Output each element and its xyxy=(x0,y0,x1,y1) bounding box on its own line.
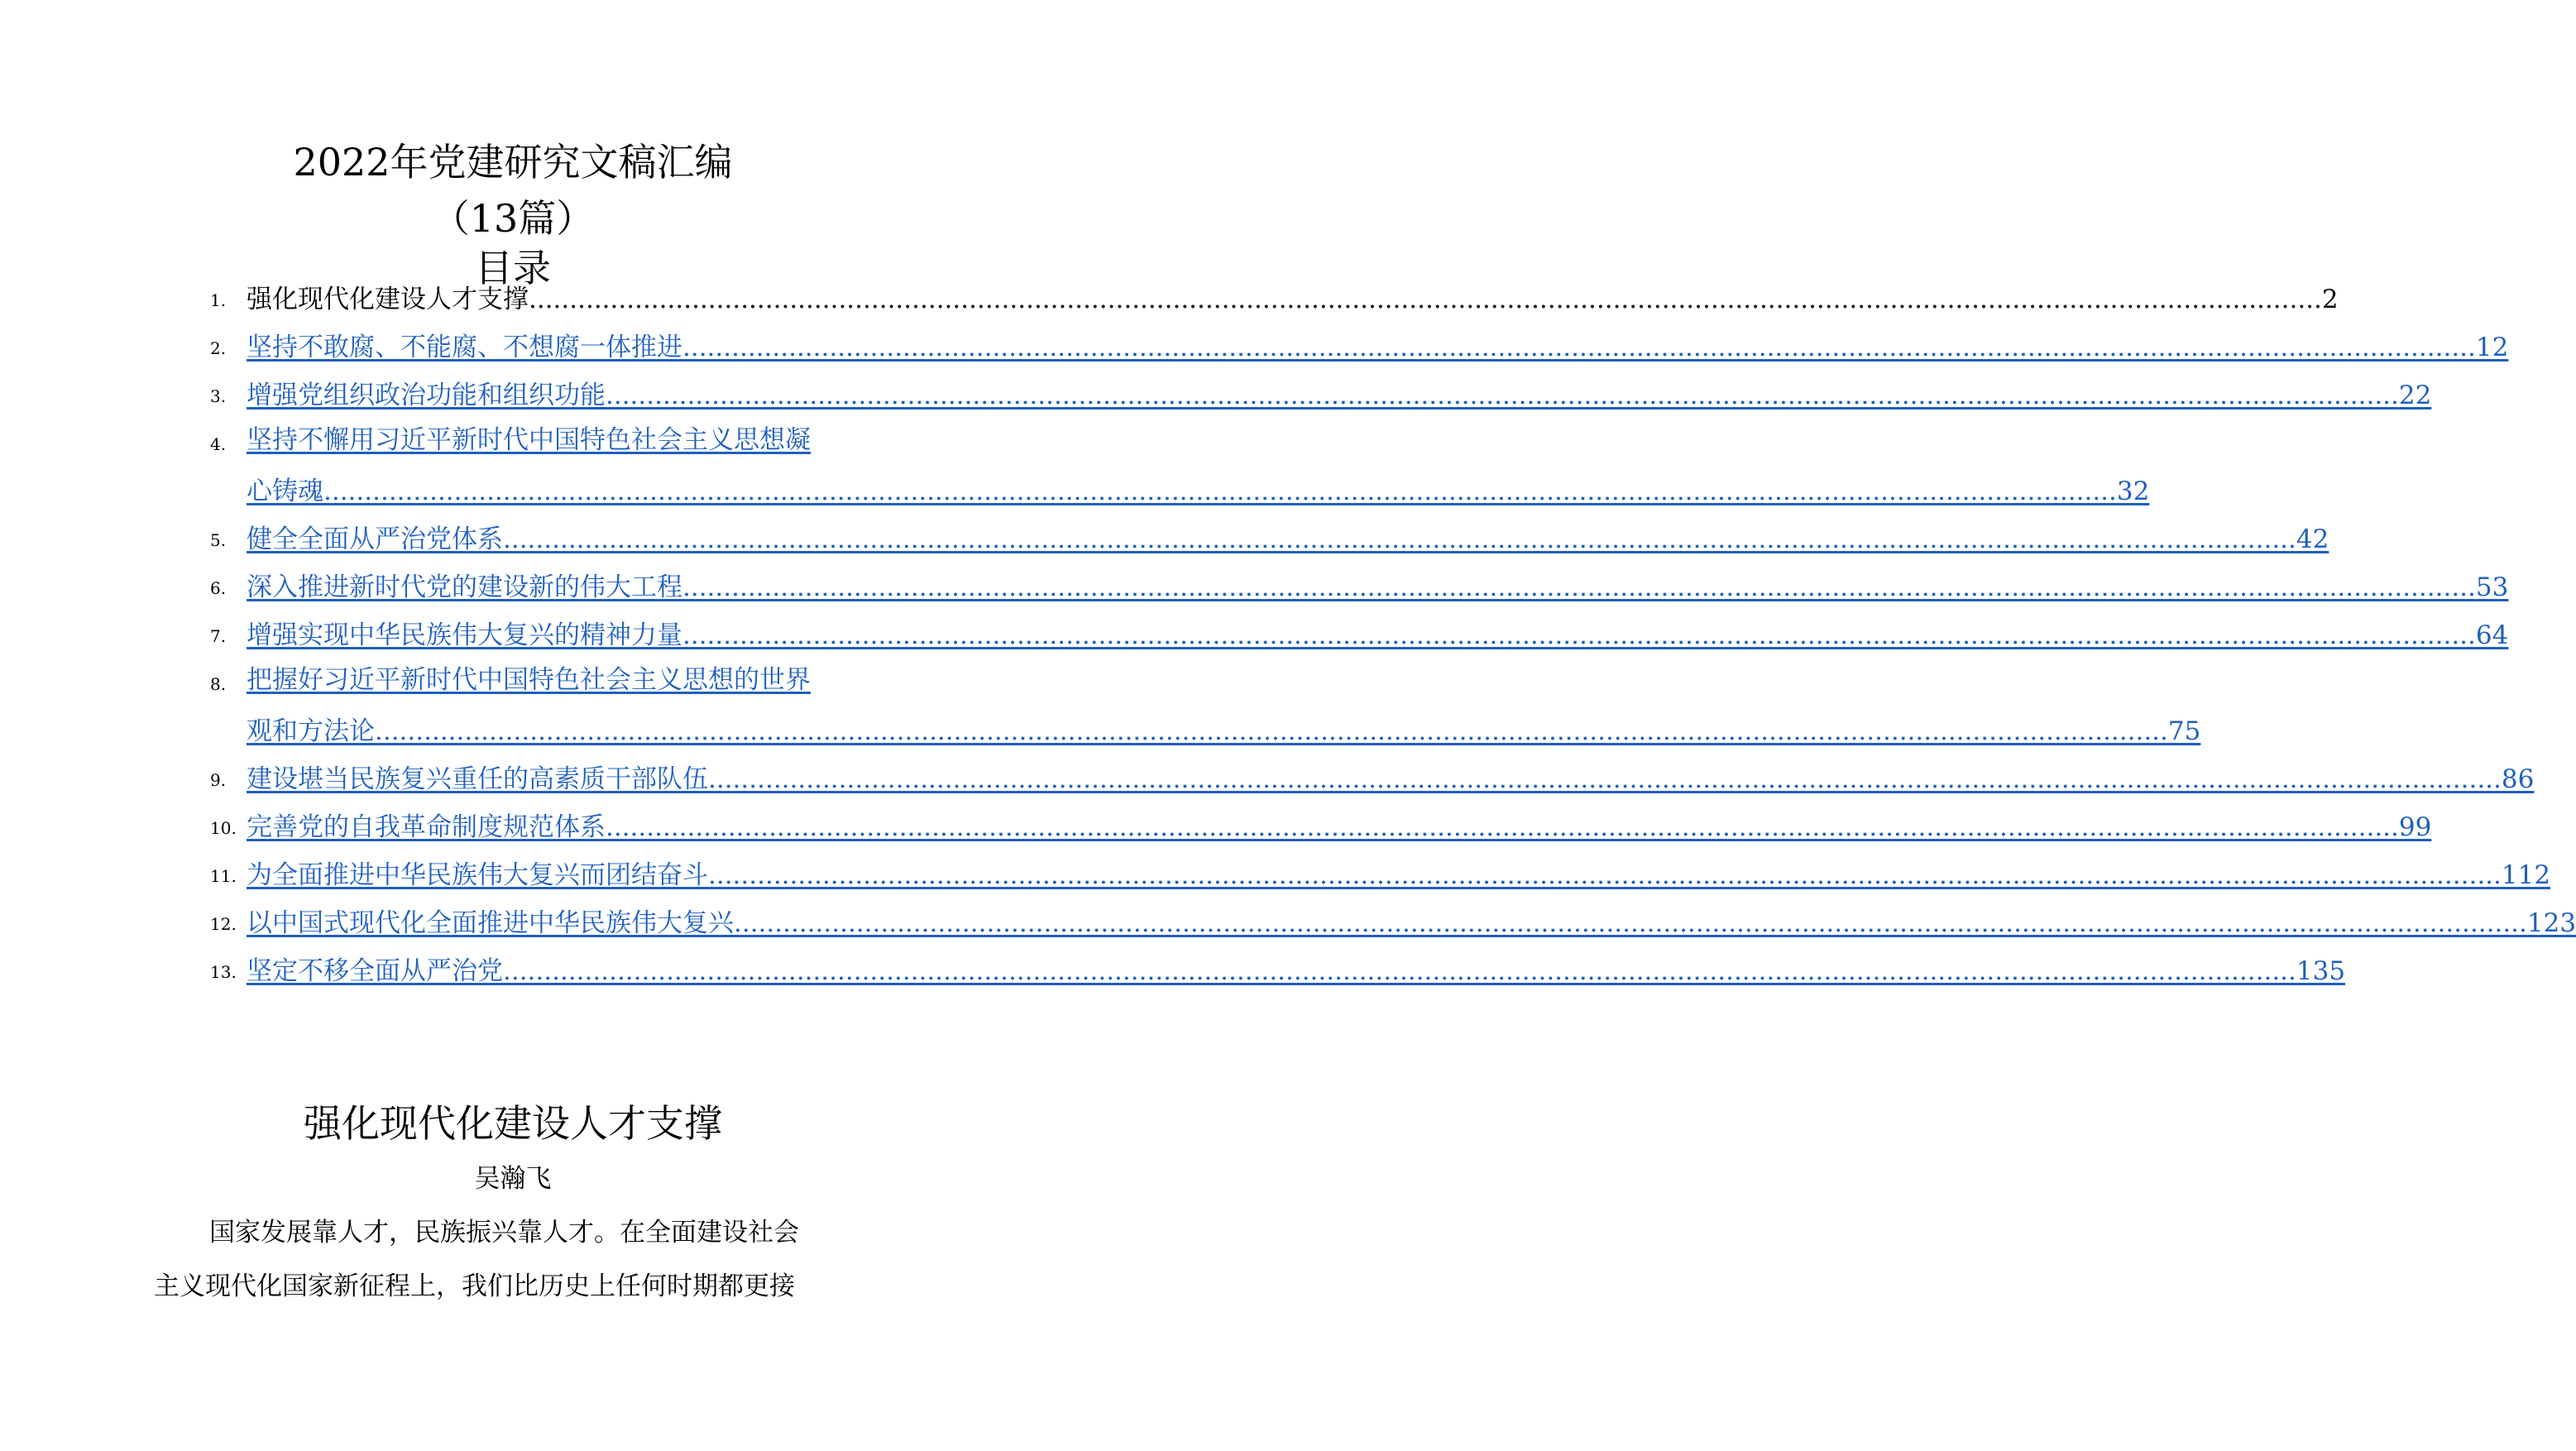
toc-entry-title: 完善党的自我革命制度规范体系 xyxy=(247,812,606,842)
toc-entry-number: 2. xyxy=(210,338,227,358)
document-title: 2022年党建研究文稿汇编 xyxy=(293,140,733,184)
toc-entry-number: 6. xyxy=(210,578,227,598)
toc-entry-title: 以中国式现代化全面推进中华民族伟大复兴 xyxy=(247,908,734,938)
toc-entry-number: 3. xyxy=(210,386,227,406)
toc-entry-page-number: 53 xyxy=(2475,572,2509,602)
toc-entry-number: 7. xyxy=(210,626,227,646)
toc-entry-link[interactable] xyxy=(247,903,2576,940)
toc-entry-title: 心铸魂 xyxy=(247,476,323,506)
toc-entry-title: 深入推进新时代党的建设新的伟大工程 xyxy=(247,572,682,602)
toc-leader-dots: ............................................................................................................................................................................................................................ xyxy=(682,620,2476,650)
toc-entry-page-number: 135 xyxy=(2296,956,2346,986)
toc-leader-dots: ............................................................................................................................................................................................................................ xyxy=(708,860,2502,890)
toc-entry-link[interactable] xyxy=(247,328,2509,364)
toc-heading: 目录 xyxy=(475,246,551,290)
toc-entry-title: 为全面推进中华民族伟大复兴而团结奋斗 xyxy=(247,860,708,890)
toc-entry-number: 5. xyxy=(210,530,227,550)
toc-entry-number: 10. xyxy=(210,818,237,838)
toc-entry-page-number: 75 xyxy=(2167,716,2201,746)
toc-entry-page-number: 12 xyxy=(2475,333,2509,362)
toc-entry-title: 增强实现中华民族伟大复兴的精神力量 xyxy=(247,620,682,650)
toc-entry-link[interactable] xyxy=(247,520,2329,556)
toc-entry-title: 坚持不敢腐、不能腐、不想腐一体推进 xyxy=(247,333,682,362)
toc-entry-title: 坚定不移全面从严治党 xyxy=(247,956,503,986)
toc-entry-page-number: 42 xyxy=(2296,524,2329,554)
toc-entry-page-number: 123 xyxy=(2526,908,2576,938)
toc-entry-link[interactable] xyxy=(247,615,2509,652)
toc-entry-title: 强化现代化建设人才支撑 xyxy=(247,285,529,314)
toc-entry-number: 9. xyxy=(210,770,227,790)
toc-entry-link[interactable] xyxy=(247,567,2509,604)
toc-entry-link[interactable] xyxy=(247,376,2432,412)
toc-entry-title: 建设堪当民族复兴重任的高素质干部队伍 xyxy=(247,764,708,794)
toc-entry-page-number: 22 xyxy=(2398,381,2432,410)
toc-leader-dots: ............................................................................................................................................................................................................................ xyxy=(708,764,2502,794)
toc-entry-number: 4. xyxy=(210,434,227,454)
toc-entry-link[interactable] xyxy=(247,711,2201,748)
toc-leader-dots: ............................................................................................................................................................................................................................ xyxy=(682,572,2476,602)
toc-leader-dots: ............................................................................................................................................................................................................................ xyxy=(606,381,2399,410)
toc-entry-title-line[interactable]: 坚持不懈用习近平新时代中国特色社会主义思想凝 xyxy=(247,425,811,455)
toc-entry-page-number: 86 xyxy=(2501,764,2535,794)
toc-entry-link[interactable] xyxy=(247,807,2432,844)
article-paragraph-line: 国家发展靠人才，民族振兴靠人才。在全面建设社会 xyxy=(209,1218,799,1247)
toc-entry-title: 观和方法论 xyxy=(247,716,375,746)
toc-entry-number: 12. xyxy=(210,914,237,934)
toc-entry-link xyxy=(247,280,2339,316)
toc-leader-dots: ............................................................................................................................................................................................................................ xyxy=(682,333,2476,362)
toc-entry-link[interactable] xyxy=(247,472,2150,508)
toc-entry-title-line[interactable]: 把握好习近平新时代中国特色社会主义思想的世界 xyxy=(247,665,811,695)
toc-entry-title: 增强党组织政治功能和组织功能 xyxy=(247,381,606,410)
toc-entry-link[interactable] xyxy=(247,951,2346,988)
toc-entry-number: 13. xyxy=(210,962,237,982)
article-title: 强化现代化建设人才支撑 xyxy=(304,1101,722,1146)
toc-entry-page-number: 64 xyxy=(2475,620,2509,650)
toc-entry-number: 11. xyxy=(210,866,237,886)
toc-entry-page-number: 2 xyxy=(2321,285,2339,314)
toc-leader-dots: ............................................................................................................................................................................................................................ xyxy=(606,812,2399,842)
toc-leader-dots: ............................................................................................................................................................................................................................ xyxy=(503,956,2296,986)
article-author: 吴瀚飞 xyxy=(474,1164,552,1194)
toc-leader-dots: ............................................................................................................................................................................................................................ xyxy=(503,524,2296,554)
toc-leader-dots: ............................................................................................................................................................................................................................ xyxy=(529,285,2322,314)
toc-entry-page-number: 32 xyxy=(2116,476,2150,506)
toc-entry-link[interactable] xyxy=(247,855,2551,892)
toc-entry-page-number: 112 xyxy=(2501,860,2551,890)
document-subtitle-count: （13篇） xyxy=(431,196,595,241)
toc-leader-dots: ............................................................................................................................................................................................................................ xyxy=(375,716,2168,746)
toc-entry-number: 1. xyxy=(210,290,227,310)
toc-leader-dots: ............................................................................................................................................................................................................................ xyxy=(734,908,2527,938)
article-paragraph-line: 主义现代化国家新征程上，我们比历史上任何时期都更接 xyxy=(154,1271,795,1301)
toc-leader-dots: ............................................................................................................................................................................................................................ xyxy=(323,476,2117,506)
toc-entry-number: 8. xyxy=(210,674,227,694)
toc-entry-link[interactable] xyxy=(247,759,2535,796)
toc-entry-page-number: 99 xyxy=(2398,812,2432,842)
toc-entry-title: 健全全面从严治党体系 xyxy=(247,524,503,554)
